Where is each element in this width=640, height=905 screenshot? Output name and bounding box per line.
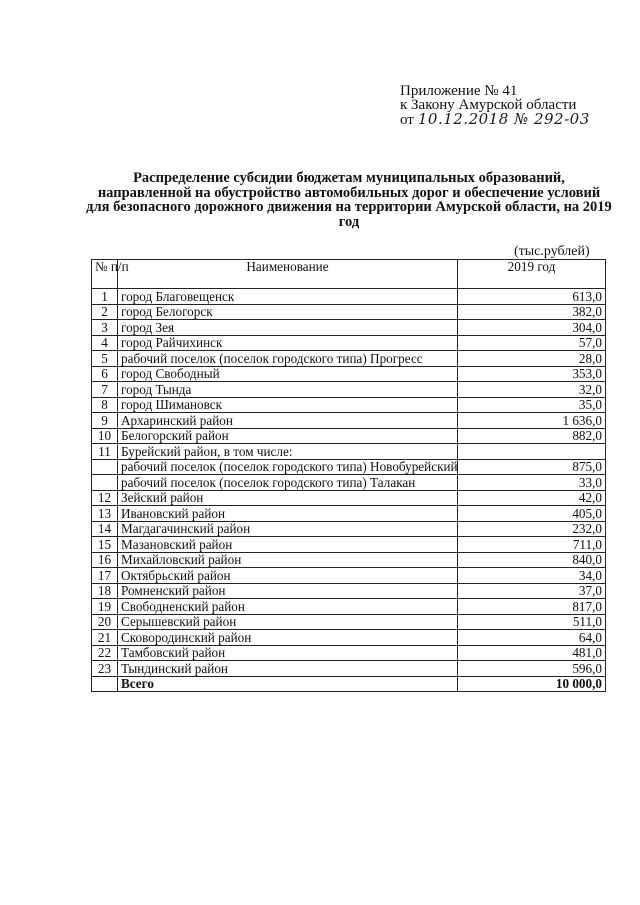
row-number: 12 <box>92 490 118 506</box>
subsidy-table <box>91 259 606 692</box>
table-row <box>92 583 606 599</box>
handwritten-date-number: 10.12.2018 № 292-03 <box>417 110 590 128</box>
header-num: № п/п <box>92 260 118 289</box>
row-name: рабочий поселок (поселок городского типа) Талакан <box>118 475 458 491</box>
row-number: 23 <box>92 661 118 677</box>
row-value: 32,0 <box>458 382 606 398</box>
row-name: город Райчихинск <box>118 335 458 351</box>
row-value: 382,0 <box>458 304 606 320</box>
table-row <box>92 521 606 537</box>
table-row <box>92 599 606 615</box>
total-label: Всего <box>118 676 458 692</box>
row-name: город Белогорск <box>118 304 458 320</box>
table-row <box>92 320 606 336</box>
row-number: 21 <box>92 630 118 646</box>
row-name: Серышевский район <box>118 614 458 630</box>
row-name: Ивановский район <box>118 506 458 522</box>
row-name: Сковородинский район <box>118 630 458 646</box>
appendix-header <box>400 84 590 127</box>
row-name: Белогорский район <box>118 428 458 444</box>
table-row <box>92 568 606 584</box>
table-row <box>92 428 606 444</box>
total-number <box>92 676 118 692</box>
appendix-date-prefix: от <box>400 112 414 128</box>
row-number: 1 <box>92 289 118 305</box>
row-value: 34,0 <box>458 568 606 584</box>
table-row <box>92 413 606 429</box>
row-value: 613,0 <box>458 289 606 305</box>
table-row <box>92 459 606 475</box>
row-name: Зейский район <box>118 490 458 506</box>
row-name: город Шимановск <box>118 397 458 413</box>
row-number <box>92 475 118 491</box>
row-number: 11 <box>92 444 118 460</box>
row-number: 19 <box>92 599 118 615</box>
row-value: 875,0 <box>458 459 606 475</box>
appendix-number: Приложение № 41 <box>400 83 518 99</box>
row-number: 14 <box>92 521 118 537</box>
row-value: 35,0 <box>458 397 606 413</box>
table-row <box>92 397 606 413</box>
row-value: 481,0 <box>458 645 606 661</box>
total-value: 10 000,0 <box>458 676 606 692</box>
row-value: 28,0 <box>458 351 606 367</box>
row-value <box>458 444 606 460</box>
row-number: 16 <box>92 552 118 568</box>
table-row <box>92 630 606 646</box>
row-value: 304,0 <box>458 320 606 336</box>
row-name: рабочий поселок (поселок городского типа) Прогресс <box>118 351 458 367</box>
table-row <box>92 537 606 553</box>
row-name: Магдагачинский район <box>118 521 458 537</box>
row-name: Свободненский район <box>118 599 458 615</box>
row-value: 353,0 <box>458 366 606 382</box>
row-number: 5 <box>92 351 118 367</box>
row-name: город Свободный <box>118 366 458 382</box>
row-number: 4 <box>92 335 118 351</box>
row-value: 405,0 <box>458 506 606 522</box>
table-row <box>92 552 606 568</box>
row-number: 20 <box>92 614 118 630</box>
table-row <box>92 475 606 491</box>
table-row <box>92 490 606 506</box>
row-value: 711,0 <box>458 537 606 553</box>
row-value: 57,0 <box>458 335 606 351</box>
table-row <box>92 661 606 677</box>
row-name: Октябрьский район <box>118 568 458 584</box>
row-number: 2 <box>92 304 118 320</box>
row-name: Бурейский район, в том числе: <box>118 444 458 460</box>
row-value: 64,0 <box>458 630 606 646</box>
row-number: 22 <box>92 645 118 661</box>
row-value: 817,0 <box>458 599 606 615</box>
units-label: (тыс.рублей) <box>514 244 590 259</box>
row-value: 1 636,0 <box>458 413 606 429</box>
row-number: 7 <box>92 382 118 398</box>
row-number: 17 <box>92 568 118 584</box>
row-number: 13 <box>92 506 118 522</box>
document-title: Распределение субсидии бюджетам муниципальных образований, направленной на обустройство автомобильных дорог и обеспечение условий для безопасного дорожного движения на территории Амурской области, на 2019 год <box>86 170 612 230</box>
table-row <box>92 335 606 351</box>
table-row <box>92 366 606 382</box>
row-value: 232,0 <box>458 521 606 537</box>
row-name: Архаринский район <box>118 413 458 429</box>
header-name: Наименование <box>118 260 458 289</box>
appendix-law-reference: к Закону Амурской области <box>400 97 577 113</box>
row-value: 511,0 <box>458 614 606 630</box>
row-number: 18 <box>92 583 118 599</box>
row-name: Мазановский район <box>118 537 458 553</box>
header-value: 2019 год <box>458 260 606 289</box>
row-number: 15 <box>92 537 118 553</box>
table-total-row <box>92 676 606 692</box>
table-row <box>92 289 606 305</box>
row-value: 596,0 <box>458 661 606 677</box>
row-name: рабочий поселок (поселок городского типа) Новобурейский <box>118 459 458 475</box>
row-number: 3 <box>92 320 118 336</box>
row-value: 42,0 <box>458 490 606 506</box>
row-number <box>92 459 118 475</box>
row-name: Ромненский район <box>118 583 458 599</box>
row-number: 10 <box>92 428 118 444</box>
row-number: 6 <box>92 366 118 382</box>
table-header-row <box>92 260 606 289</box>
table-row <box>92 382 606 398</box>
row-value: 33,0 <box>458 475 606 491</box>
row-name: Михайловский район <box>118 552 458 568</box>
row-name: Тамбовский район <box>118 645 458 661</box>
table-row <box>92 614 606 630</box>
row-number: 8 <box>92 397 118 413</box>
row-name: Тындинский район <box>118 661 458 677</box>
row-value: 882,0 <box>458 428 606 444</box>
row-name: город Благовещенск <box>118 289 458 305</box>
table-row <box>92 304 606 320</box>
table-row <box>92 444 606 460</box>
row-value: 840,0 <box>458 552 606 568</box>
table-row <box>92 645 606 661</box>
row-name: город Зея <box>118 320 458 336</box>
table-row <box>92 506 606 522</box>
row-number: 9 <box>92 413 118 429</box>
row-value: 37,0 <box>458 583 606 599</box>
row-name: город Тында <box>118 382 458 398</box>
table-row <box>92 351 606 367</box>
appendix-date-line <box>400 112 590 127</box>
